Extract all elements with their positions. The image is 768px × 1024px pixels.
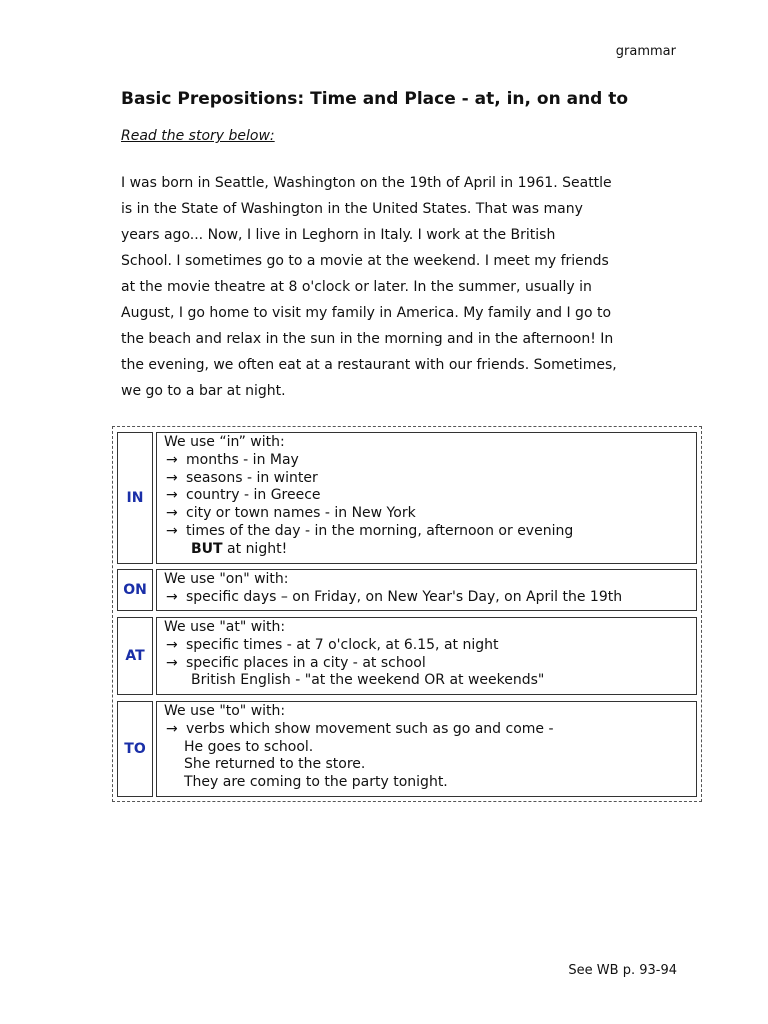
rule-label-at: AT xyxy=(117,617,153,695)
arrow-icon: → xyxy=(166,588,178,605)
rule-row-to xyxy=(117,701,697,797)
rule-body-to xyxy=(156,701,697,797)
rule-item: → times of the day - in the morning, afternoon or evening xyxy=(166,522,574,539)
rule-label-to: TO xyxy=(117,701,153,797)
story-line: School. I sometimes go to a movie at the weekend. I meet my friends xyxy=(121,253,609,269)
rule-body-in xyxy=(156,432,697,564)
arrow-icon: → xyxy=(166,469,178,486)
rule-item: → months - in May xyxy=(166,451,299,468)
story-line: August, I go home to visit my family in America. My family and I go to xyxy=(121,305,612,321)
arrow-icon: → xyxy=(166,505,178,522)
story-line: years ago... Now, I live in Leghorn in Italy. I work at the British xyxy=(121,227,556,243)
rule-row-in xyxy=(117,432,697,564)
rule-intro: We use "on" with: xyxy=(164,571,289,587)
rule-body-on xyxy=(156,569,697,611)
rule-item: → verbs which show movement such as go and come - xyxy=(166,720,554,737)
rule-item: → seasons - in winter xyxy=(166,469,318,486)
arrow-icon: → xyxy=(166,654,178,671)
rule-note: BUT at night! xyxy=(191,540,288,557)
story-line: at the movie theatre at 8 o'clock or later. In the summer, usually in xyxy=(121,279,592,295)
arrow-icon: → xyxy=(166,451,178,468)
page-title: Basic Prepositions: Time and Place - at, in, on and to xyxy=(121,89,629,109)
rule-intro: We use “in” with: xyxy=(164,434,285,450)
rule-body-at xyxy=(156,617,697,695)
story-paragraph xyxy=(121,170,681,404)
rule-item: → specific days – on Friday, on New Year's Day, on April the 19th xyxy=(166,588,623,605)
story-line: is in the State of Washington in the United States. That was many xyxy=(121,201,583,217)
rule-example: She returned to the store. xyxy=(184,756,366,773)
arrow-icon: → xyxy=(166,636,178,653)
rule-item: → specific places in a city - at school xyxy=(166,654,426,671)
rule-row-on xyxy=(117,569,697,611)
rule-example: They are coming to the party tonight. xyxy=(184,774,448,791)
arrow-icon: → xyxy=(166,487,178,504)
workbook-reference: See WB p. 93-94 xyxy=(568,963,677,978)
rule-item: → specific times - at 7 o'clock, at 6.15, at night xyxy=(166,636,499,653)
rule-label-in: IN xyxy=(117,432,153,564)
rule-label-on: ON xyxy=(117,569,153,611)
rule-item: → city or town names - in New York xyxy=(166,505,416,522)
section-tag: grammar xyxy=(615,44,676,59)
rule-note: British English - "at the weekend OR at weekends" xyxy=(191,672,545,689)
instruction-text: Read the story below: xyxy=(121,128,275,144)
rule-row-at xyxy=(117,617,697,695)
rule-example: He goes to school. xyxy=(184,738,314,755)
story-line: I was born in Seattle, Washington on the 19th of April in 1961. Seattle xyxy=(121,175,612,191)
rule-intro: We use "to" with: xyxy=(164,703,286,719)
arrow-icon: → xyxy=(166,720,178,737)
arrow-icon: → xyxy=(166,522,178,539)
rule-item: → country - in Greece xyxy=(166,487,321,504)
prepositions-table xyxy=(112,426,702,802)
story-line: the evening, we often eat at a restaurant with our friends. Sometimes, xyxy=(121,357,617,373)
story-line: we go to a bar at night. xyxy=(121,383,286,399)
rule-note-emphasis: BUT xyxy=(191,540,223,557)
rule-intro: We use "at" with: xyxy=(164,619,286,635)
story-line: the beach and relax in the sun in the morning and in the afternoon! In xyxy=(121,331,614,347)
